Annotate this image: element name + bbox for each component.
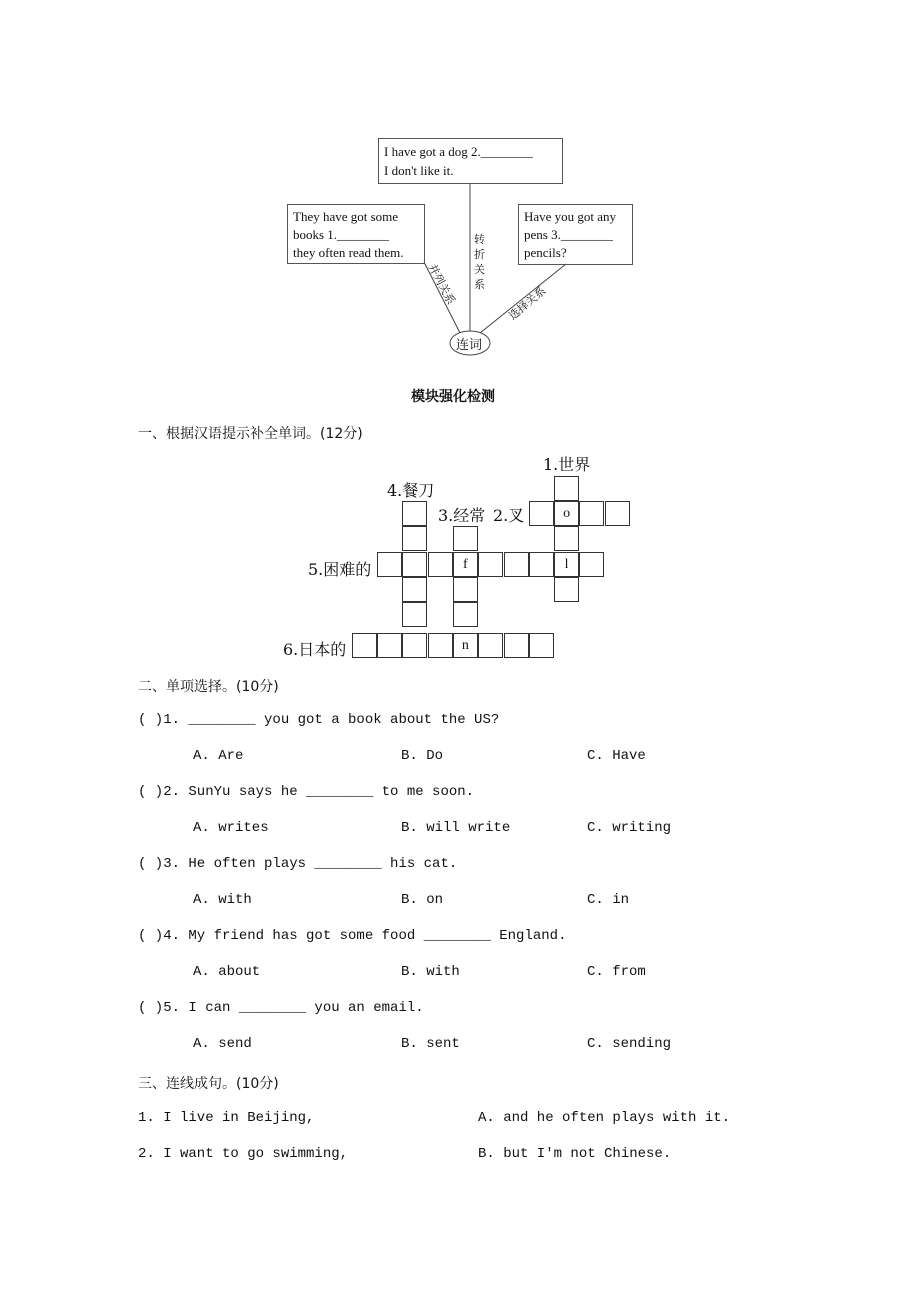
diagram-label-left: 并列关系 (425, 261, 458, 307)
option-a-q3[interactable]: A. with (193, 892, 252, 908)
option-c-q1[interactable]: C. Have (587, 748, 646, 764)
crossword-cell-often[interactable] (453, 526, 478, 551)
question-2: ( )2. SunYu says he ________ to me soon. (138, 784, 475, 800)
box-line: I don't like it. (384, 163, 454, 178)
crossword-cell-difficult[interactable]: l (554, 552, 579, 577)
match-right-a: A. and he often plays with it. (478, 1110, 731, 1126)
option-a-q4[interactable]: A. about (193, 964, 261, 980)
crossword-cell-fork[interactable] (605, 501, 630, 526)
crossword-cell-difficult[interactable] (579, 552, 604, 577)
crossword-cell-knife[interactable] (402, 526, 427, 551)
match-right-b: B. but I'm not Chinese. (478, 1146, 672, 1162)
crossword-cell-difficult[interactable]: f (453, 552, 478, 577)
box-line: pencils? (524, 245, 567, 260)
crossword-cell-world[interactable] (554, 526, 579, 551)
option-b-q4[interactable]: B. with (401, 964, 460, 980)
option-a-q5[interactable]: A. send (193, 1036, 252, 1052)
section1-heading: 一、根据汉语提示补全单词。(12分) (138, 426, 363, 442)
crossword-cell-japanese[interactable] (428, 633, 453, 658)
diagram-box-right (518, 204, 633, 265)
crossword-cell-world[interactable] (554, 577, 579, 602)
crossword-cell-often[interactable] (453, 577, 478, 602)
question-3: ( )3. He often plays ________ his cat. (138, 856, 458, 872)
question-1: ( )1. ________ you got a book about the US? (138, 712, 500, 728)
crossword-cell-difficult[interactable] (428, 552, 453, 577)
crossword-cell-knife[interactable] (402, 501, 427, 526)
diagram-center-label: 连词 (456, 338, 483, 353)
option-b-q2[interactable]: B. will write (401, 820, 511, 836)
box-line: They have got some (293, 209, 399, 224)
option-b-q1[interactable]: B. Do (401, 748, 444, 764)
clue-5: 5.困难的 (308, 560, 372, 579)
option-b-q5[interactable]: B. sent (401, 1036, 460, 1052)
diagram-label-middle: 转折关系 (474, 233, 485, 291)
clue-4: 4.餐刀 (387, 481, 435, 500)
box-line: books 1.________ (293, 227, 390, 242)
box-line: Have you got any (524, 209, 617, 224)
option-a-q1[interactable]: A. Are (193, 748, 244, 764)
question-5: ( )5. I can ________ you an email. (138, 1000, 424, 1016)
clue-2: 2.叉 (493, 506, 525, 525)
option-c-q3[interactable]: C. in (587, 892, 630, 908)
clue-6: 6.日本的 (283, 640, 347, 659)
crossword-cell-world[interactable] (554, 476, 579, 501)
clue-1: 1.世界 (543, 455, 591, 474)
crossword-cell-often[interactable] (453, 602, 478, 627)
match-left-2: 2. I want to go swimming, (138, 1146, 349, 1162)
option-b-q3[interactable]: B. on (401, 892, 444, 908)
crossword-cell-knife[interactable] (402, 577, 427, 602)
section2-heading: 二、单项选择。(10分) (138, 679, 279, 695)
crossword-cell-japanese[interactable]: n (453, 633, 478, 658)
diagram-box-top (378, 138, 563, 184)
page-title: 模块强化检测 (411, 389, 495, 405)
clue-3: 3.经常 (438, 506, 486, 525)
option-c-q2[interactable]: C. writing (587, 820, 672, 836)
crossword-cell-japanese[interactable] (402, 633, 427, 658)
crossword-cell-difficult[interactable] (402, 552, 427, 577)
crossword-cell-difficult[interactable] (529, 552, 554, 577)
box-line: pens 3.________ (524, 227, 613, 242)
crossword-cell-fork[interactable] (579, 501, 604, 526)
diagram-label-right: 选择关系 (506, 284, 549, 323)
crossword-cell-difficult[interactable] (478, 552, 503, 577)
crossword-cell-japanese[interactable] (352, 633, 377, 658)
crossword-cell-japanese[interactable] (529, 633, 554, 658)
section3-heading: 三、连线成句。(10分) (138, 1076, 279, 1092)
crossword-cell-japanese[interactable] (478, 633, 503, 658)
crossword-cell-fork[interactable] (529, 501, 554, 526)
crossword-cell-japanese[interactable] (377, 633, 402, 658)
crossword-cell-world[interactable]: o (554, 501, 579, 526)
question-4: ( )4. My friend has got some food ________ England. (138, 928, 567, 944)
option-c-q5[interactable]: C. sending (587, 1036, 672, 1052)
crossword-cell-difficult[interactable] (377, 552, 402, 577)
box-line: I have got a dog 2.________ (384, 144, 533, 159)
crossword-cell-difficult[interactable] (504, 552, 529, 577)
diagram-box-left (287, 204, 425, 264)
option-a-q2[interactable]: A. writes (193, 820, 269, 836)
diagram-lines (0, 0, 920, 370)
crossword-cell-japanese[interactable] (504, 633, 529, 658)
crossword-cell-knife[interactable] (402, 602, 427, 627)
box-line: they often read them. (293, 245, 404, 260)
option-c-q4[interactable]: C. from (587, 964, 646, 980)
match-left-1: 1. I live in Beijing, (138, 1110, 315, 1126)
